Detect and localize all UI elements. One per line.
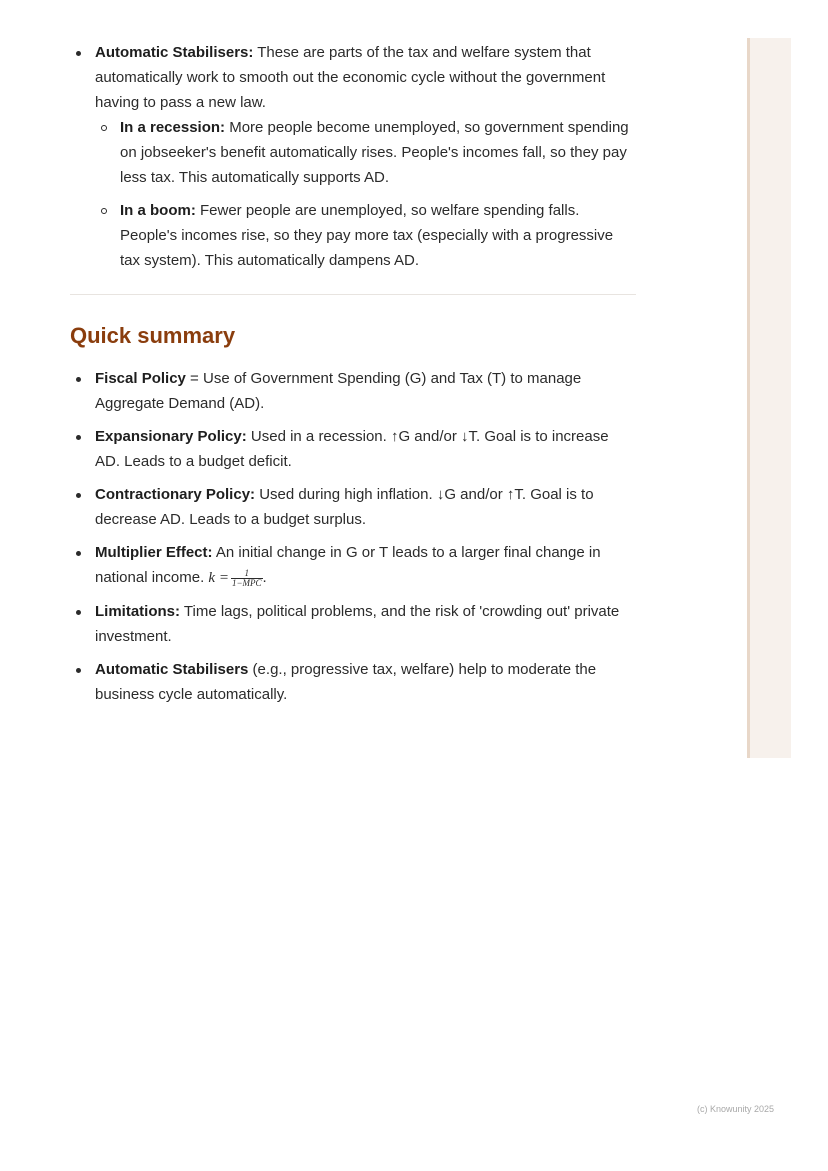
list-item-expansionary-policy — [70, 424, 636, 474]
term-text: More people become unemployed, so government spending on jobseeker's benefit automatically rises. People's incomes fall, so they pay less tax. This automatically supports AD. — [120, 119, 629, 186]
term-label: Contractionary Policy: — [95, 486, 256, 503]
list-item-fiscal-policy — [70, 366, 636, 416]
term-label: In a recession: — [120, 119, 226, 136]
sub-item-boom — [95, 198, 636, 273]
summary-bullet-list — [70, 366, 636, 707]
term-label: Limitations: — [95, 603, 180, 620]
list-item-automatic-stabilisers — [70, 40, 636, 273]
term-label: In a boom: — [120, 202, 196, 219]
term-label: Expansionary Policy: — [95, 428, 247, 445]
fraction-numerator: 1 — [231, 569, 263, 579]
term-label: Fiscal Policy — [95, 370, 186, 387]
list-item-multiplier-effect — [70, 540, 636, 591]
list-item-limitations — [70, 599, 636, 649]
term-text: = Use of Government Spending (G) and Tax (T) to manage Aggregate Demand (AD). — [95, 370, 582, 412]
formula-lhs: k = — [208, 570, 229, 586]
term-text: An initial change in G or T leads to a larger final change in national income. — [95, 544, 601, 586]
copyright-footer: (c) Knowunity 2025 — [696, 1104, 774, 1114]
term-text: Fewer people are unemployed, so welfare spending falls. People's incomes rise, so they pay more tax (especially with a progressive tax system). This automatically dampens AD. — [120, 202, 614, 269]
term-label: Automatic Stabilisers: — [95, 44, 254, 61]
term-text: Used in a recession. ↑G and/or ↓T. Goal is to increase AD. Leads to a budget deficit. — [95, 428, 609, 470]
top-bullet-list — [70, 40, 636, 273]
side-margin-panel — [747, 38, 791, 758]
list-item-contractionary-policy — [70, 482, 636, 532]
sub-bullet-list — [95, 115, 636, 273]
document-content — [70, 40, 636, 715]
section-divider — [70, 294, 636, 295]
term-text: Used during high inflation. ↓G and/or ↑T. Goal is to decrease AD. Leads to a budget surplus. — [95, 486, 594, 528]
term-text: (e.g., progressive tax, welfare) help to moderate the business cycle automatically. — [95, 661, 597, 703]
term-label: Automatic Stabilisers — [95, 661, 249, 678]
fraction-denominator: 1−MPC — [231, 577, 262, 588]
section-heading: Quick summary — [70, 323, 236, 348]
multiplier-fraction — [231, 569, 263, 588]
term-text: These are parts of the tax and welfare system that automatically work to smooth out the economic cycle without the government having to pass a new law. — [95, 44, 606, 111]
term-text: Time lags, political problems, and the risk of 'crowding out' private investment. — [95, 603, 620, 645]
list-item-automatic-stabilisers-summary — [70, 657, 636, 707]
sub-item-recession — [95, 115, 636, 190]
term-label: Multiplier Effect: — [95, 544, 213, 561]
formula-end: . — [262, 569, 267, 586]
